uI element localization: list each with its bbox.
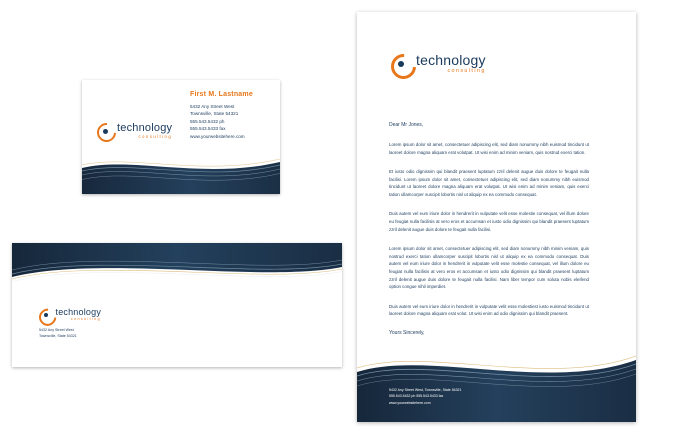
letter-body [389, 122, 589, 336]
card-address-line: 5432 Any Street West [190, 104, 235, 109]
card-address-line: Townsville, State 54321 [190, 111, 239, 117]
letterhead-swoosh-graphic [357, 344, 636, 422]
letter-paragraph: Duis autem vel eum iriure dolor in hendrerit in vulputate velit esse molestie consequat, vel illum dolore eu feugiat nulla facilisis at vero eros et accumsan et iusto odio dignissim qui blandit praesent luptatum zzril delenit augue duis dolore te feugait nulla facilisi. [389, 211, 589, 232]
brand-wordmark [117, 123, 172, 140]
brand-name-primary: technology [55, 307, 102, 318]
card-swoosh-graphic [82, 154, 280, 194]
envelope-address-line: Townsville, State 54321 [39, 334, 77, 339]
envelope-return-address [39, 327, 77, 340]
brand-logo [38, 305, 118, 325]
envelope-address-line: 5432 Any Street West [39, 328, 74, 332]
letter-signoff: Yours Sincerely, [389, 329, 425, 336]
card-address-line: 555.543.5432 ph [190, 118, 225, 124]
card-address-line: 555.543.5433 fax [190, 126, 226, 132]
letterhead-footer [389, 387, 461, 406]
brand-wordmark [56, 308, 102, 322]
brand-name-secondary: consulting [70, 317, 102, 322]
brand-name-secondary: consulting [138, 134, 173, 140]
brand-logo [96, 120, 184, 142]
letter-paragraph: Duis autem vel eum iriure dolor in hendrerit in vulputate velit esse molestiest iusto euismod tincidunt ut laoreet dolore magna aliquam erat volut. Ut wisi enim ad odio dignissim qui blandit praesent. [389, 303, 589, 317]
brand-logo [389, 50, 509, 78]
envelope [12, 243, 342, 367]
card-website-line: www.yourwebsitehere.com [190, 133, 245, 139]
footer-website-line: www.yourwebsitehere.com [389, 400, 431, 405]
brand-name-primary: technology [117, 121, 173, 134]
letter-paragraph: Lorem ipsum dolor sit amet, consectetuer adipiscing elit, sed diam nonummy nibh minim veniam, quis nostrud exerci tation ullamcorper suscipit lobortis nisl ut aliquip ex ea commodo consequat. Duis autem vel eum iriure dolor in hendrerit in vulputate velit esse molestie consequat, vel illum dolore eu feugiat nulla facilisis at vero eros et accumsan et iusto odio dignissim qui blandit praesent luptatum zzril delenit augue duis dolore te feugait nulla facilisi. Nam liber tempor cum soluta nobis eleifend option congue nihil imperdiet. [389, 246, 589, 290]
footer-address-line: 5432 Any Street West, Townsville, State 54321 [389, 388, 462, 393]
swirl-icon [96, 122, 114, 140]
letter-paragraph: Lorem ipsum dolor sit amet, consectetuer adipiscing elit, sed diam nonummy nibh euismod tincidunt ut laoreet dolore magna aliquam erat volutpat. Ut wisi enim ad minim veniam, quis nostrud exerci tation. [389, 142, 589, 155]
brand-name-primary: technology [416, 52, 486, 69]
brand-name-secondary: consulting [447, 68, 486, 75]
swirl-icon [389, 53, 412, 76]
footer-phone-line: 555.543.5432 ph 555.543.5433 fax [389, 394, 444, 399]
envelope-swoosh-graphic [12, 243, 342, 287]
card-person-name: First M. Lastname [190, 91, 253, 98]
letter-greeting: Dear Mr Jones, [389, 122, 424, 128]
business-card [82, 80, 280, 194]
letterhead [357, 12, 636, 422]
letter-paragraph: Et iusto odio dignissim qui blandit praesent luptatum zzril delenit augue duis dolore te feugait nulla facilisi. Lorem ipsum dolor sit amet, consectetuer adipiscing elit, sed diam nonummy nibh euismod tincidunt ut laoreet dolore magna aliquam erat volutpat. Ut wisi enim ad minim veniam, quis exerci tation ullamcorper suscipit lobortis nisl ut aliquip ex ea commodo consequat. [389, 169, 589, 197]
brand-wordmark [416, 53, 486, 74]
card-contact-block [190, 103, 245, 140]
swirl-icon [38, 308, 53, 323]
